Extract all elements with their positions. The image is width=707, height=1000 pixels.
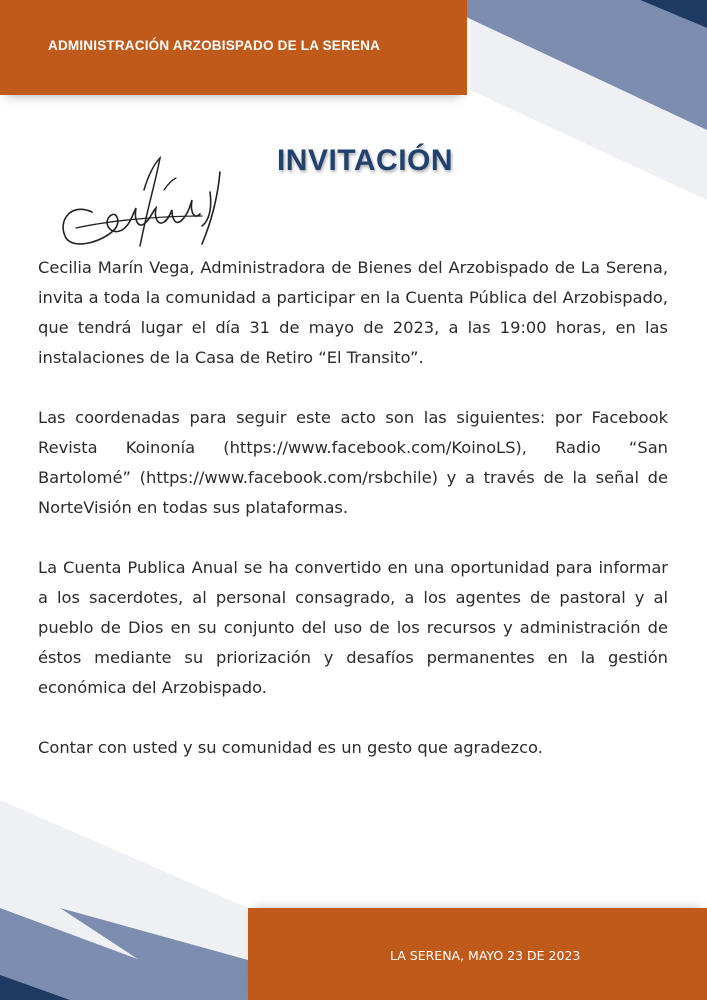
footer-place-date: LA SERENA, MAYO 23 DE 2023 [390, 948, 581, 963]
paragraph-invitation: Cecilia Marín Vega, Administradora de Bienes del Arzobispado de La Serena, invita a toda la comunidad a participar en la Cuenta Pública del Arzobispado, que tendrá lugar el día 31 de mayo de 2023, a las 19:00 horas, en las instalaciones de la Casa de Retiro “El Transito”. [38, 258, 668, 367]
invitation-body [38, 253, 668, 793]
paragraph-purpose: La Cuenta Publica Anual se ha convertido en una oportunidad para informar a los sacerdotes, al personal consagrado, a los agentes de pastoral y al pueblo de Dios en su conjunto del uso de los recursos y administración de éstos mediante su priorización y desafíos permanentes en la gestión económica del Arzobispado. [38, 558, 668, 697]
paragraph-closing: Contar con usted y su comunidad es un gesto que agradezco. [38, 738, 543, 757]
document-title: INVITACIÓN [276, 144, 454, 177]
paragraph-coordinates: Las coordenadas para seguir este acto son las siguientes: por Facebook Revista Koinonía (https://www.facebook.com/KoinoLS), Radio “San Bartolomé” (https://www.facebook.com/rsbchile) y a través de la señal de NorteVisión en todas sus plataformas. [38, 408, 668, 517]
header-title: ADMINISTRACIÓN ARZOBISPADO DE LA SERENA [48, 38, 381, 53]
handwritten-signature-icon [52, 150, 237, 260]
